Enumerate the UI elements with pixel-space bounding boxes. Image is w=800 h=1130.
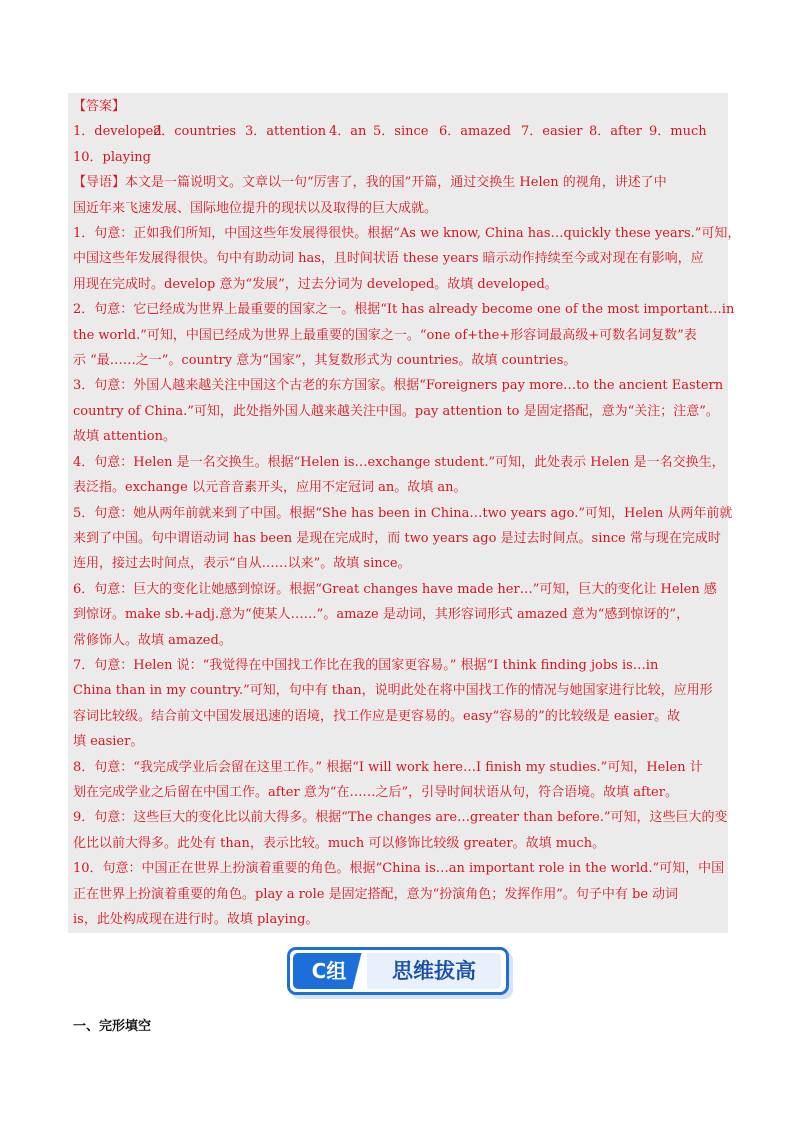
explanation-line: 划在完成学业之后留在中国工作。after 意为“在……之后”，引导时间状语从句，符合语境。故填 after。 (73, 784, 678, 800)
explanation-line: 2．句意：它已经成为世界上最重要的国家之一。根据“It has already become one of the most important…in (73, 302, 735, 318)
explanation-line: 故填 attention。 (73, 429, 176, 445)
badge-title: 思维拔高 (367, 953, 501, 989)
explanation-line: 【导语】本文是一篇说明文。文章以一句“厉害了，我的国”开篇，通过交换生 Helen 的视角，讲述了中 (73, 175, 667, 191)
explanation-line: 4．句意：Helen 是一名交换生。根据“Helen is…exchange student.”可知，此处表示 Helen 是一名交换生， (73, 454, 725, 470)
explanation-line: country of China.”可知，此处指外国人越来越关注中国。pay attention to 是固定搭配，意为“关注；注意”。 (73, 403, 719, 419)
answer-item: 1．developed (73, 124, 162, 140)
section-heading: 一、完形填空 (73, 1019, 152, 1034)
explanation-line: 表泛指。exchange 以元音音素开头，应用不定冠词 an。故填 an。 (73, 480, 467, 496)
explanation-line: 到惊讶。make sb.+adj.意为“使某人……”。amaze 是动词，其形容词形式 amazed 意为“感到惊讶的”， (73, 607, 690, 623)
answer-item: 9．much (649, 124, 707, 140)
explanation-line: 用现在完成时。develop 意为“发展”，过去分词为 developed。故填 developed。 (73, 276, 558, 292)
answer-item: 10．playing (73, 149, 151, 165)
answers-row (73, 119, 728, 144)
explanation-line: 10．句意：中国正在世界上扮演着重要的角色。根据“China is…an important role in the world.”可知，中国 (73, 861, 725, 877)
explanation-line: is，此处构成现在进行时。故填 playing。 (73, 912, 319, 927)
answer-item: 3．attention (245, 124, 327, 140)
explanation-line: 容词比较级。结合前文中国发展迅速的语境，找工作应是更容易的。easy“容易的”的比较级是 easier。故 (73, 708, 681, 724)
answer-item: 6．amazed (439, 124, 511, 140)
explanation-line: 连用，接过去时间点，表示“自从……以来”。故填 since。 (73, 556, 411, 572)
explanation-line: 常修饰人。故填 amazed。 (73, 632, 232, 648)
explanation-line: 8．句意：“我完成学业后会留在这里工作。” 根据“I will work here…I finish my studies.”可知，Helen 计 (73, 759, 703, 775)
answer-label: 【答案】 (73, 99, 126, 114)
explanation-line: 3．句意：外国人越来越关注中国这个古老的东方国家。根据“Foreigners pay more…to the ancient Eastern (73, 378, 724, 394)
answer-item: 5．since (373, 124, 429, 140)
explanation-line: China than in my country.”可知，句中有 than，说明此处在将中国找工作的情况与她国家进行比较，应用形 (73, 683, 713, 699)
group-badge (287, 947, 515, 999)
answer-explanation-block (68, 93, 741, 933)
explanation-line: 1．句意：正如我们所知，中国这些年发展得很快。根据“As we know, China has…quickly these years.”可知， (73, 226, 741, 242)
explanation-line: 6．句意：巨大的变化让她感到惊讶。根据“Great changes have made her…”可知，巨大的变化让 Helen 感 (73, 581, 717, 597)
explanation-line: 中国这些年发展得很快。句中有助动词 has，且时间状语 these years 暗示动作持续至今或对现在有影响，应 (73, 251, 704, 267)
answer-item: 7．easier (521, 124, 583, 140)
answer-item: 4．an (329, 124, 367, 140)
explanation-line: 7．句意：Helen 说：“我觉得在中国找工作比在我的国家更容易。” 根据“I think finding jobs is…in (73, 657, 659, 673)
explanation-line: 5．句意：她从两年前就来到了中国。根据“She has been in China…two years ago.”可知，Helen 从两年前就 (73, 505, 733, 521)
explanation-line: 填 easier。 (73, 734, 144, 750)
explanation-line: 正在世界上扮演着重要的角色。play a role 是固定搭配，意为“扮演角色；发挥作用”。句子中有 be 动词 (73, 886, 679, 902)
explanation-line: 化比以前大得多。此处有 than，表示比较。much 可以修饰比较级 greater。故填 much。 (73, 835, 606, 851)
explanation-line: 示 “最……之一”。country 意为“国家”，其复数形式为 countries。故填 countries。 (73, 353, 577, 369)
answer-item: 2．countries (153, 124, 237, 140)
explanation-line: 9．句意：这些巨大的变化比以前大得多。根据“The changes are…greater than before.”可知，这些巨大的变 (73, 810, 728, 826)
explanation-line: 国近年来飞速发展、国际地位提升的现状以及取得的巨大成就。 (73, 200, 438, 216)
answer-item: 8．after (589, 124, 642, 140)
explanation-line: the world.”可知，中国已经成为世界上最重要的国家之一。“one of+the+形容词最高级+可数名词复数”表 (73, 327, 697, 343)
explanation-line: 来到了中国。句中谓语动词 has been 是现在完成时，而 two years ago 是过去时间点。since 常与现在完成时 (73, 530, 721, 546)
badge-group-label: C组 (293, 953, 365, 989)
